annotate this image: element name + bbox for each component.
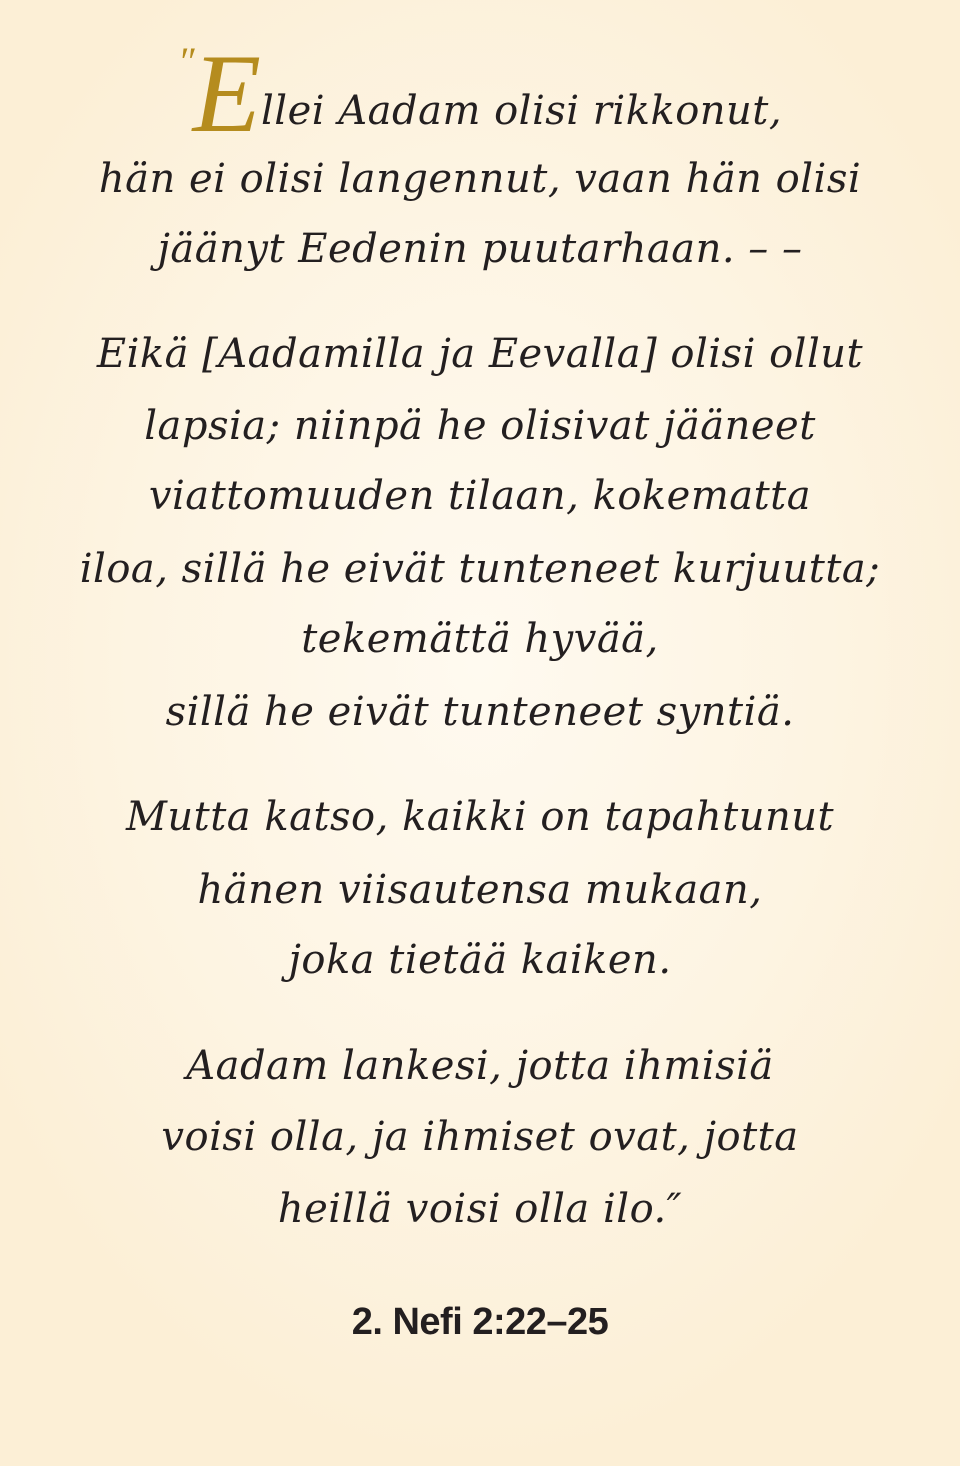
drop-cap-letter: E [192,32,261,156]
quote-line-15: heillä voisi olla ilo.″ [277,1186,683,1232]
quote-line-1-text: llei Aadam olisi rikkonut, [261,88,783,134]
quote-line-8: tekemättä hyvää, [301,616,659,662]
quote-line-5: lapsia; niinpä he olisivat jääneet [144,403,816,449]
quote-line-6: viattomuuden tilaan, kokematta [148,473,812,519]
quote-line-7: iloa, sillä he eivät tunteneet kurjuutta; [79,546,881,592]
quote-line-2: hän ei olisi langennut, vaan hän olisi [98,156,862,202]
scripture-reference: 2. Nefi 2:22–25 [351,1301,609,1343]
quote-line-11: hänen viisautensa mukaan, [197,867,763,913]
quote-line-4: Eikä [Aadamilla ja Eevalla] olisi ollut [96,331,864,377]
quote-line-13: Aadam lankesi, jotta ihmisiä [186,1043,774,1089]
quote-first-line [0,32,960,156]
quote-line-9: sillä he eivät tunteneet syntiä. [165,689,795,735]
quote-line-3: jäänyt Eedenin puutarhaan. – – [157,226,803,272]
quote-line-12: joka tietää kaiken. [288,937,672,983]
quote-line-14: voisi olla, ja ihmiset ovat, jotta [161,1114,799,1160]
opening-quote-mark: ″ [177,39,195,84]
quote-line-10: Mutta katso, kaikki on tapahtunut [125,794,835,840]
